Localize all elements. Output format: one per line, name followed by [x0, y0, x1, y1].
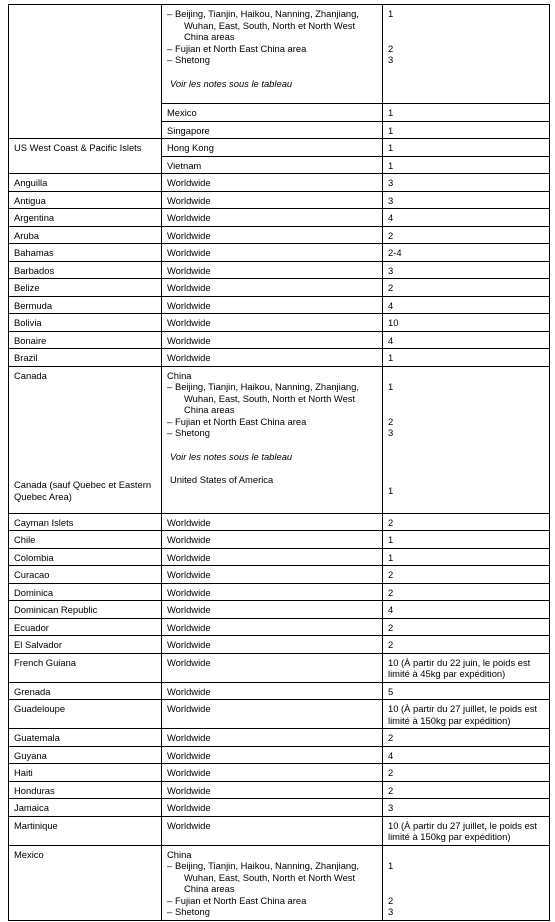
value-cell: 4	[383, 601, 550, 619]
destination-cell: Worldwide	[162, 548, 383, 566]
destination-cell: Worldwide	[162, 314, 383, 332]
origin-cell: French Guiana	[9, 653, 162, 682]
origin-cell: Mexico	[9, 845, 162, 920]
origin-cell: Antigua	[9, 191, 162, 209]
destination-cell	[162, 5, 383, 104]
value-cell: 2	[383, 583, 550, 601]
destination-cell: Worldwide	[162, 191, 383, 209]
origin-cell: US West Coast & Pacific Islets	[9, 139, 162, 174]
value-cell: 1	[383, 121, 550, 139]
value-cell: 2	[383, 764, 550, 782]
origin-cell: Aruba	[9, 226, 162, 244]
value-cell: 10 (À partir du 27 juillet, le poids est limité à 150kg par expédition)	[383, 816, 550, 845]
destination-cell: Worldwide	[162, 349, 383, 367]
table-row	[9, 366, 550, 513]
destination-cell: Singapore	[162, 121, 383, 139]
table-row	[9, 209, 550, 227]
table-row	[9, 244, 550, 262]
origin-cell: Haiti	[9, 764, 162, 782]
table-row	[9, 139, 550, 157]
value-cell: 2	[383, 566, 550, 584]
value-cell: 1	[383, 531, 550, 549]
value-cell: 1	[383, 156, 550, 174]
table-row	[9, 764, 550, 782]
value-cell: 1	[383, 349, 550, 367]
origin-cell: Bermuda	[9, 296, 162, 314]
table-row	[9, 799, 550, 817]
table-row	[9, 700, 550, 729]
destination-cell: Worldwide	[162, 618, 383, 636]
destination-cell: Worldwide	[162, 682, 383, 700]
destination-cell: Worldwide	[162, 174, 383, 192]
list-item: – Beijing, Tianjin, Haikou, Nanning, Zhanjiang, Wuhan, East, South, North et North West China areas	[167, 8, 378, 43]
origin-cell: Ecuador	[9, 618, 162, 636]
value-cell: 3	[383, 261, 550, 279]
destination-cell: Worldwide	[162, 601, 383, 619]
table-row	[9, 746, 550, 764]
destination-cell: Worldwide	[162, 279, 383, 297]
value-cell: 1 2 3	[383, 5, 550, 104]
list-item: – Fujian et North East China area	[167, 43, 378, 55]
origin-cell: Curacao	[9, 566, 162, 584]
origin-cell: Bahamas	[9, 244, 162, 262]
value-cell: 2	[383, 781, 550, 799]
destination-cell: Vietnam	[162, 156, 383, 174]
value-cell: 2	[383, 729, 550, 747]
table-row	[9, 513, 550, 531]
origin-cell: Dominica	[9, 583, 162, 601]
origin-cell: El Salvador	[9, 636, 162, 654]
origin-cell: Jamaica	[9, 799, 162, 817]
destination-cell: Worldwide	[162, 583, 383, 601]
table-row	[9, 566, 550, 584]
value-cell: 4	[383, 296, 550, 314]
table-row	[9, 261, 550, 279]
value-cell: 2	[383, 279, 550, 297]
destination-cell: Hong Kong	[162, 139, 383, 157]
value-cell: 2	[383, 618, 550, 636]
origin-cell: Argentina	[9, 209, 162, 227]
table-row	[9, 191, 550, 209]
destination-cell: Worldwide	[162, 261, 383, 279]
destination-cell: Worldwide	[162, 799, 383, 817]
destination-label: United States of America	[170, 474, 274, 485]
destination-cell: Worldwide	[162, 244, 383, 262]
table-row	[9, 5, 550, 104]
destination-cell: Worldwide	[162, 746, 383, 764]
destination-cell: Worldwide	[162, 226, 383, 244]
origin-cell: Dominican Republic	[9, 601, 162, 619]
table-row	[9, 601, 550, 619]
origin-cell	[9, 5, 162, 139]
destination-cell: Worldwide	[162, 331, 383, 349]
value-cell: 2	[383, 636, 550, 654]
table-row	[9, 653, 550, 682]
table-row	[9, 583, 550, 601]
note-text: Voir les notes sous le tableau	[170, 450, 293, 462]
origin-cell: Barbados	[9, 261, 162, 279]
table-row	[9, 531, 550, 549]
value-cell: 1 2 3	[383, 845, 550, 920]
list-item: – Beijing, Tianjin, Haikou, Nanning, Zhanjiang, Wuhan, East, South, North et North West China areas	[167, 860, 378, 895]
origin-cell: Belize	[9, 279, 162, 297]
destination-cell: China – Beijing, Tianjin, Haikou, Nanning, Zhanjiang, Wuhan, East, South, North et North West China areas – Fujian et North East China area – Shetong Voir les notes sous le tableau United States of America	[162, 366, 383, 513]
table-row	[9, 548, 550, 566]
destination-cell: China – Beijing, Tianjin, Haikou, Nanning, Zhanjiang, Wuhan, East, South, North et North West China areas – Fujian et North East China area – Shetong	[162, 845, 383, 920]
table-row	[9, 314, 550, 332]
destination-cell: Worldwide	[162, 296, 383, 314]
origin-cell: Guadeloupe	[9, 700, 162, 729]
destination-cell: Worldwide	[162, 764, 383, 782]
origin-cell: Guatemala	[9, 729, 162, 747]
destination-cell: Worldwide	[162, 636, 383, 654]
value-cell: 10	[383, 314, 550, 332]
list-item: – Shetong	[167, 906, 378, 918]
destination-cell: Worldwide	[162, 209, 383, 227]
origin-cell: Brazil	[9, 349, 162, 367]
value-cell: 2	[383, 226, 550, 244]
table-row	[9, 682, 550, 700]
table-row	[9, 279, 550, 297]
destination-cell: Worldwide	[162, 700, 383, 729]
table-row	[9, 226, 550, 244]
origin-cell: Guyana	[9, 746, 162, 764]
value-cell: 1	[383, 548, 550, 566]
table-row	[9, 296, 550, 314]
value-cell: 4	[383, 746, 550, 764]
value-cell: 5	[383, 682, 550, 700]
origin-cell: Martinique	[9, 816, 162, 845]
list-item: – Shetong	[167, 427, 378, 439]
list-item: – Fujian et North East China area	[167, 416, 378, 428]
value-cell: 4	[383, 209, 550, 227]
table-row	[9, 349, 550, 367]
value-cell: 2	[383, 513, 550, 531]
table-row	[9, 636, 550, 654]
destination-cell: Worldwide	[162, 729, 383, 747]
table-row	[9, 781, 550, 799]
origin-cell: Canada Canada (sauf Quebec et Eastern Quebec Area)	[9, 366, 162, 513]
table-row	[9, 816, 550, 845]
destination-cell: Worldwide	[162, 816, 383, 845]
value-cell: 1	[383, 139, 550, 157]
table-row	[9, 729, 550, 747]
origin-cell: Chile	[9, 531, 162, 549]
origin-cell: Bonaire	[9, 331, 162, 349]
table-row	[9, 174, 550, 192]
origin-cell: Anguilla	[9, 174, 162, 192]
origin-cell: Cayman Islets	[9, 513, 162, 531]
note-text: Voir les notes sous le tableau	[170, 77, 293, 89]
destination-cell: Worldwide	[162, 513, 383, 531]
destination-cell: Mexico	[162, 104, 383, 122]
destination-cell: Worldwide	[162, 653, 383, 682]
destination-cell: Worldwide	[162, 531, 383, 549]
value-cell: 10 (À partir du 27 juillet, le poids est limité à 150kg par expédition)	[383, 700, 550, 729]
page	[8, 4, 549, 921]
list-item: – Beijing, Tianjin, Haikou, Nanning, Zhanjiang, Wuhan, East, South, North et North West China areas	[167, 381, 378, 416]
value-cell: 2-4	[383, 244, 550, 262]
value-cell: 10 (À partir du 22 juin, le poids est limité à 45kg par expédition)	[383, 653, 550, 682]
table-row	[9, 331, 550, 349]
table-row	[9, 845, 550, 920]
table-row	[9, 618, 550, 636]
origin-cell: Bolivia	[9, 314, 162, 332]
list-item: – Fujian et North East China area	[167, 895, 378, 907]
list-item: – Shetong	[167, 54, 378, 66]
origin-cell: Colombia	[9, 548, 162, 566]
value-cell: 1	[383, 104, 550, 122]
value-cell: 3	[383, 799, 550, 817]
destination-cell: Worldwide	[162, 781, 383, 799]
destination-cell: Worldwide	[162, 566, 383, 584]
value-cell: 3	[383, 191, 550, 209]
origin-cell: Honduras	[9, 781, 162, 799]
value-cell: 3	[383, 174, 550, 192]
destination-table	[8, 4, 550, 921]
value-cell: 1 2 3 1	[383, 366, 550, 513]
value-cell: 4	[383, 331, 550, 349]
origin-cell: Grenada	[9, 682, 162, 700]
